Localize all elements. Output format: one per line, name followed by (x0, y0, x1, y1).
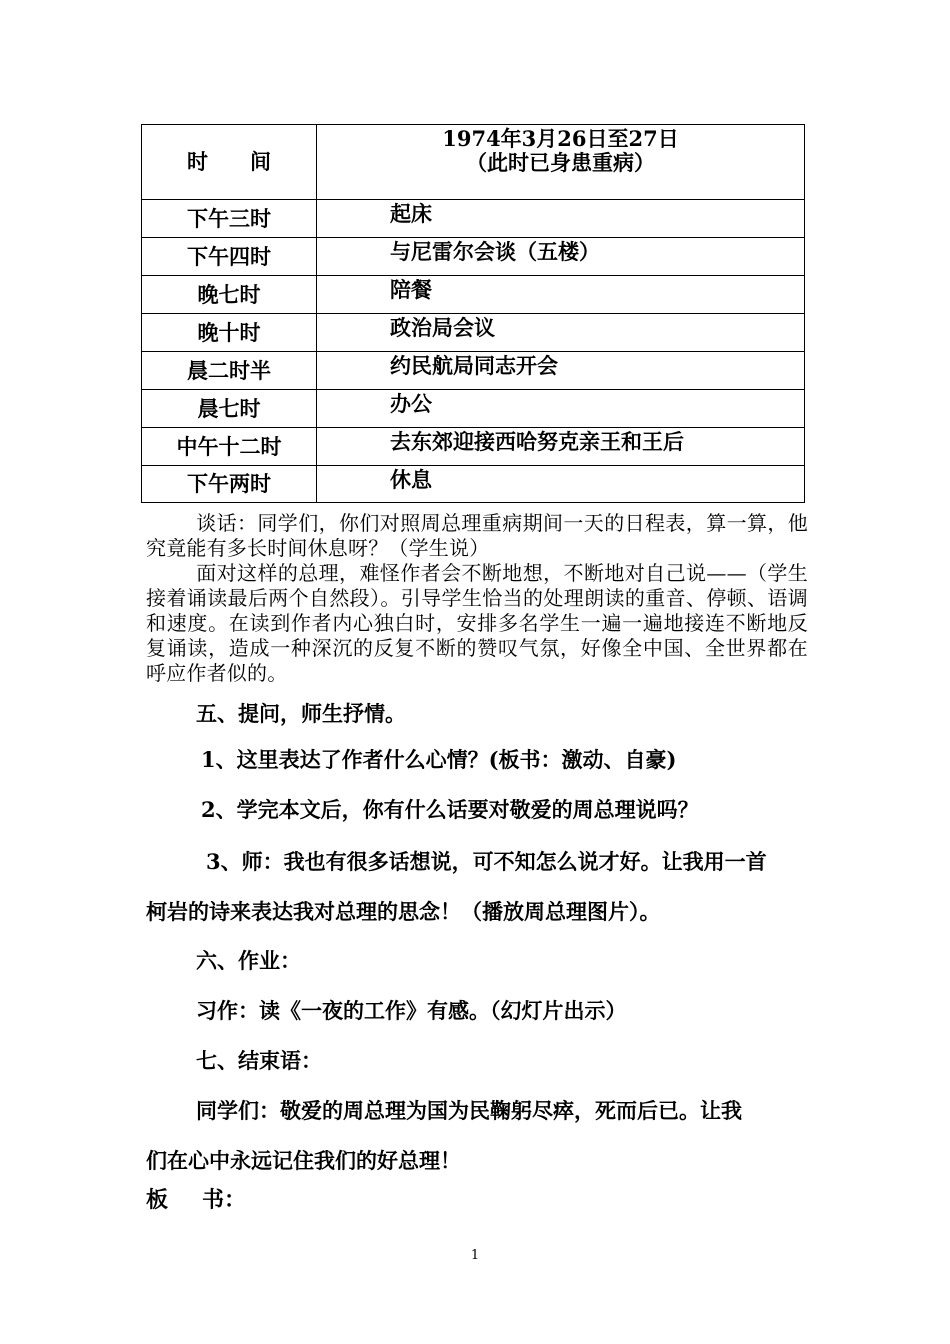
closing-line2: 们在心中永远记住我们的好总理！ (146, 1148, 461, 1173)
time-cell: 下午三时 (142, 200, 317, 238)
table-row (142, 238, 805, 276)
time-cell: 晚七时 (142, 276, 317, 314)
activity-cell: 休息 (317, 466, 805, 503)
table-row (142, 466, 805, 503)
homework-line: 习作：读《一夜的工作》有感。（幻灯片出示） (196, 998, 627, 1023)
activity-cell: 政治局会议 (317, 314, 805, 352)
time-cell: 中午十二时 (142, 428, 317, 466)
board-label (146, 1183, 246, 1214)
closing-line1: 同学们：敬爱的周总理为国为民鞠躬尽瘁，死而后已。让我 (196, 1098, 742, 1123)
question-1: 1、这里表达了作者什么心情？(板书：激动、自豪) (201, 747, 677, 772)
paragraph-talk (146, 511, 808, 561)
question-2: 2、学完本文后，你有什么话要对敬爱的周总理说吗？ (201, 797, 699, 822)
board-label-2: 书： (202, 1187, 247, 1213)
table-row (142, 276, 805, 314)
activity-cell: 办公 (317, 390, 805, 428)
time-cell: 下午四时 (142, 238, 317, 276)
header-time-cell: 时 间 (142, 125, 317, 200)
question-3-line2: 柯岩的诗来表达我对总理的思念！（播放周总理图片）。 (146, 899, 661, 924)
table-row (142, 428, 805, 466)
section-six-title: 六、作业： (196, 948, 301, 973)
schedule-table (141, 124, 805, 503)
activity-cell: 去东郊迎接西哈努克亲王和王后 (317, 428, 805, 466)
board-label-1: 板 (146, 1187, 169, 1213)
activity-cell: 起床 (317, 200, 805, 238)
activity-cell: 约民航局同志开会 (317, 352, 805, 390)
paragraph-talk-text: 谈话：同学们，你们对照周总理重病期间一天的日程表，算一算，他究竟能有多长时间休息呀？（学生说） (146, 511, 808, 560)
time-cell: 晨七时 (142, 390, 317, 428)
activity-cell: 与尼雷尔会谈（五楼） (317, 238, 805, 276)
table-row (142, 314, 805, 352)
header-date-line1: 1974年3月26日至27日 (442, 126, 679, 151)
header-date-line2: （此时已身患重病） (466, 150, 655, 175)
page-number: 1 (470, 1248, 480, 1263)
time-cell: 晨二时半 (142, 352, 317, 390)
section-five-title: 五、提问，师生抒情。 (196, 701, 406, 726)
table-row (142, 200, 805, 238)
table-header-row (142, 125, 805, 200)
header-date-cell (317, 125, 805, 200)
section-seven-title: 七、结束语： (196, 1048, 322, 1073)
table-row (142, 352, 805, 390)
activity-cell: 陪餐 (317, 276, 805, 314)
time-cell: 晚十时 (142, 314, 317, 352)
paragraph-guidance (146, 561, 808, 686)
table-row (142, 390, 805, 428)
question-3-line1: 3、师：我也有很多话想说，可不知怎么说才好。让我用一首 (206, 849, 767, 874)
paragraph-guidance-text: 面对这样的总理，难怪作者会不断地想，不断地对自己说——（学生接着诵读最后两个自然段）。引导学生恰当的处理朗读的重音、停顿、语调和速度。在读到作者内心独白时，安排多名学生一遍一遍地接连不断地反复诵读，造成一种深沉的反复不断的赞叹气氛，好像全中国、全世界都在呼应作者似的。 (146, 561, 808, 685)
time-cell: 下午两时 (142, 466, 317, 503)
